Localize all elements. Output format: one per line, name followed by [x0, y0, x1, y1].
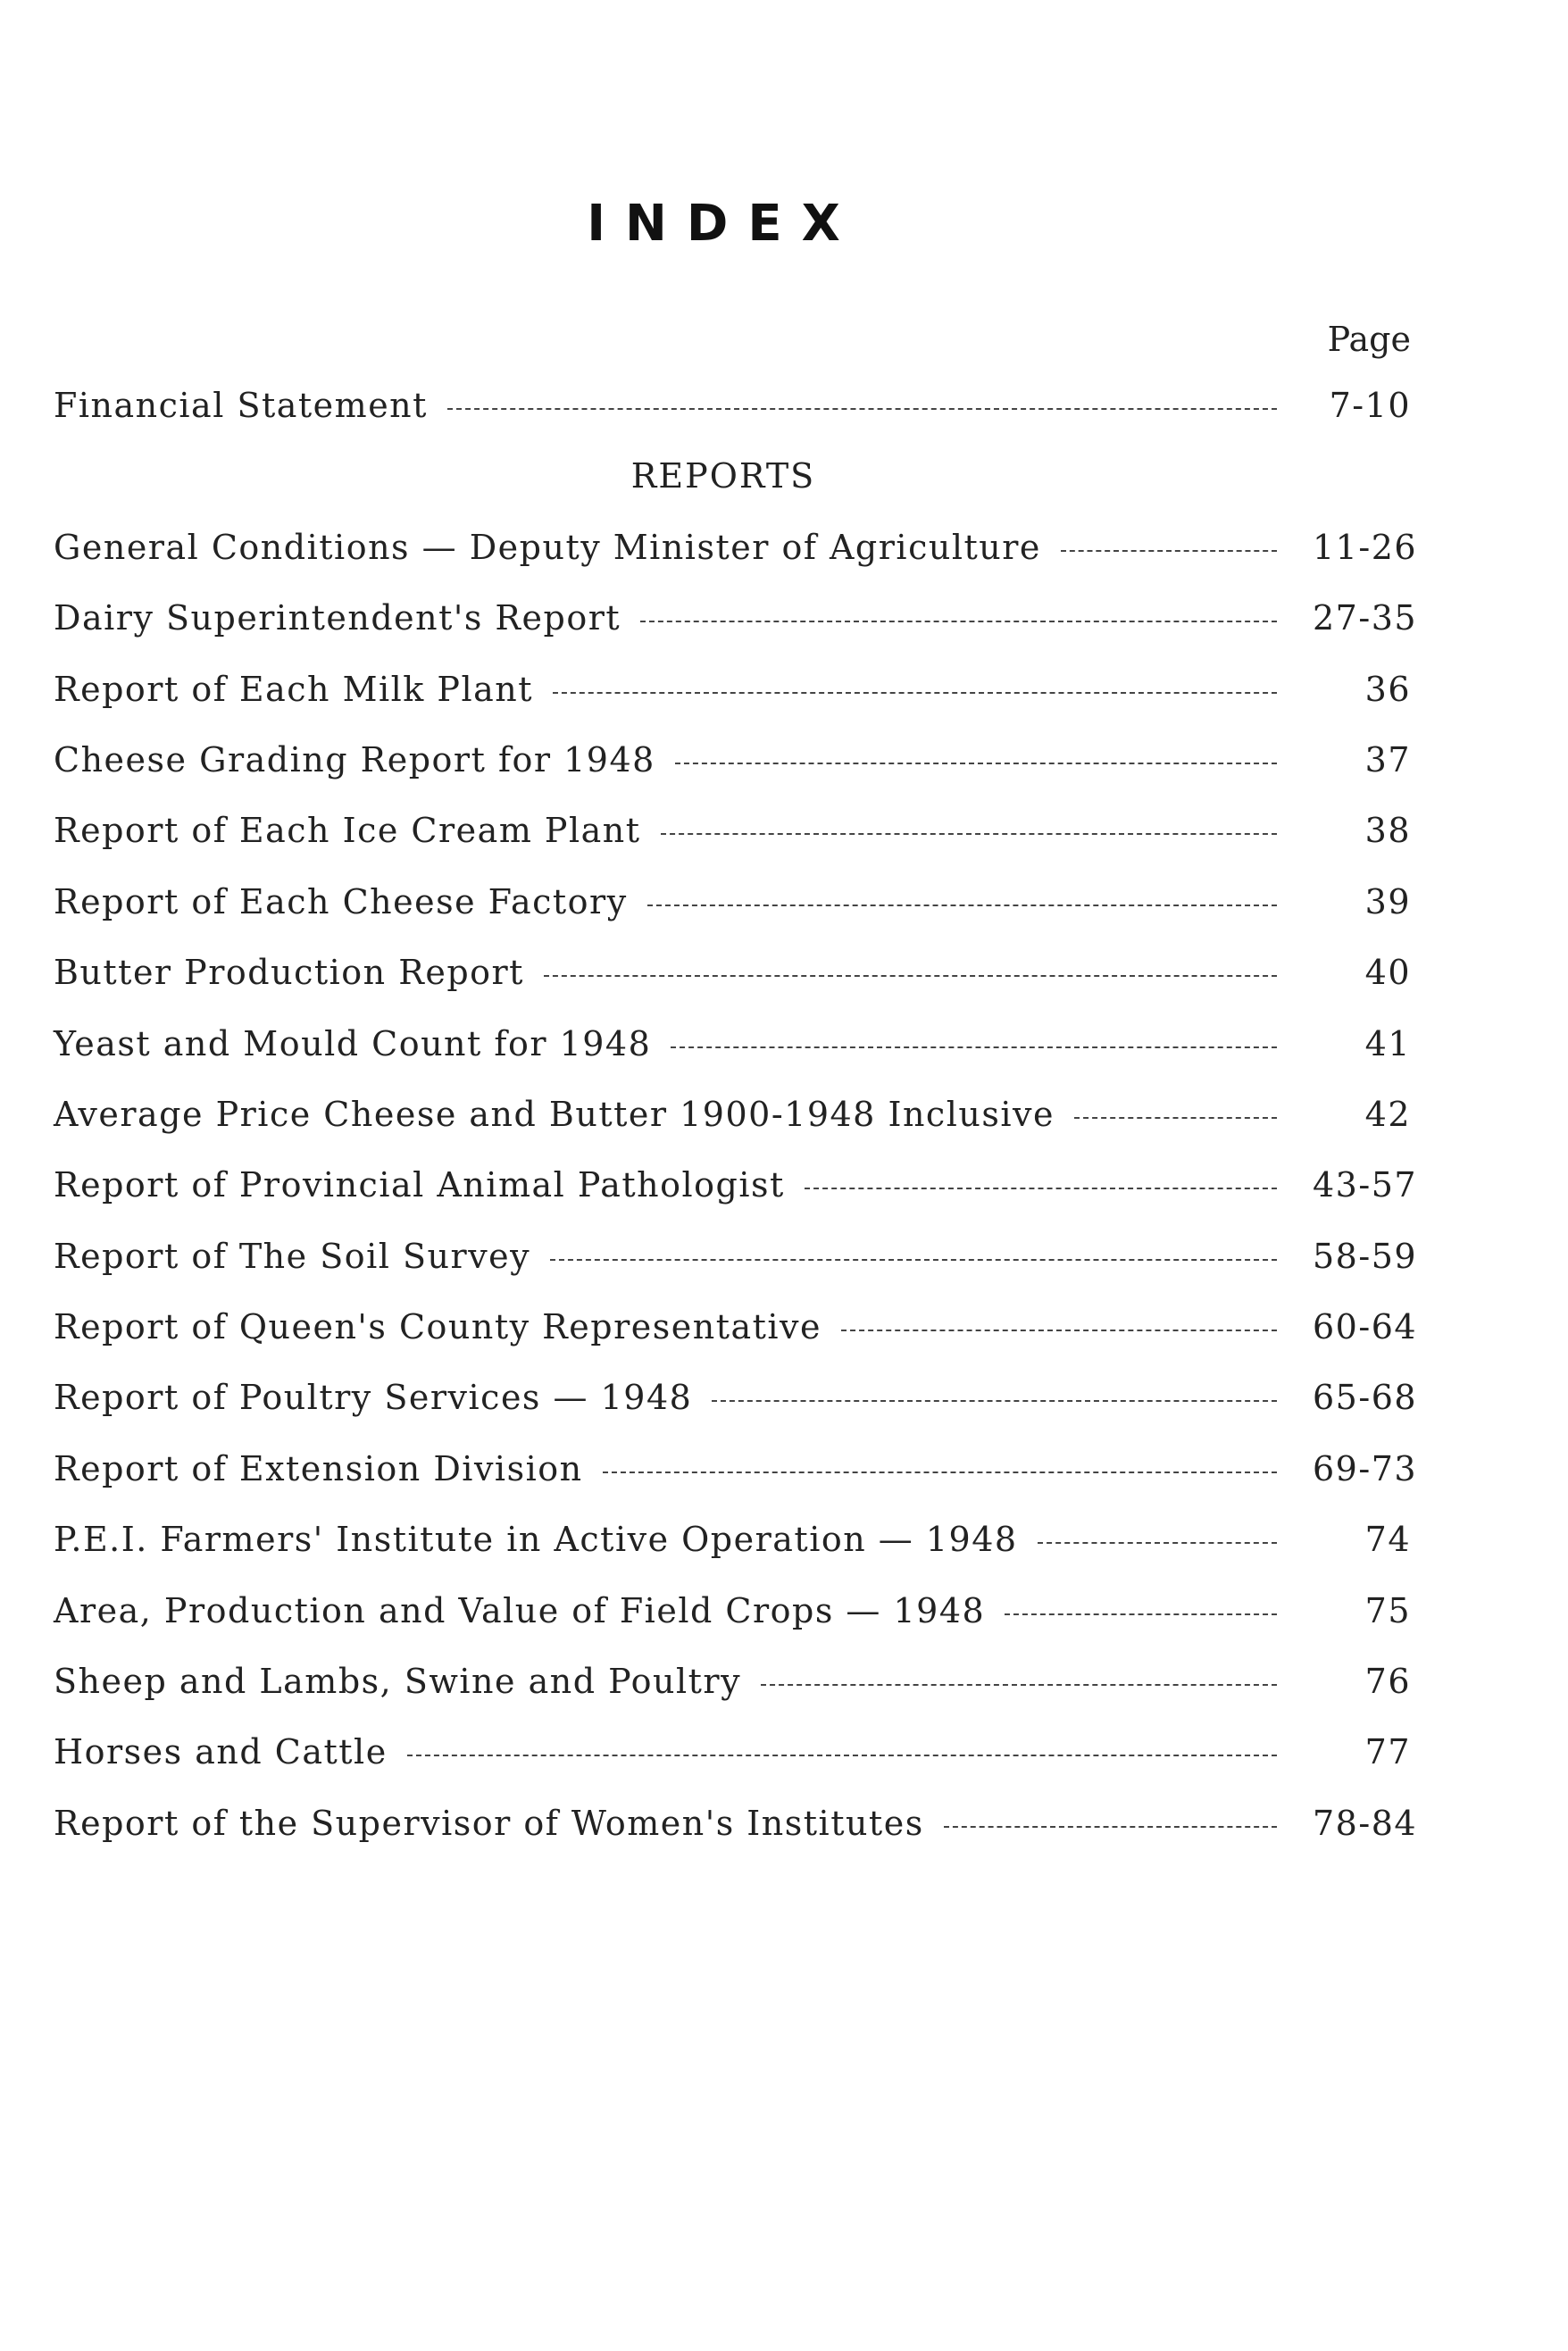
toc-entry[interactable] [54, 1307, 1418, 1378]
toc-entry-page: 36 [1364, 669, 1411, 709]
toc-entry[interactable] [54, 811, 1411, 881]
dot-leader [805, 1188, 1277, 1189]
toc-entry-title: Butter Production Report [54, 953, 524, 993]
dot-leader [407, 1755, 1277, 1756]
toc-entry-title: Area, Production and Value of Field Crops — 1948 [54, 1590, 986, 1630]
toc-entry-page: 74 [1364, 1520, 1411, 1560]
toc-entry[interactable] [54, 882, 1411, 953]
toc-entry-page: 11-26 [1313, 527, 1418, 567]
dot-leader [944, 1826, 1277, 1828]
toc-entry-title: P.E.I. Farmers' Institute in Active Operation — 1948 [54, 1520, 1018, 1560]
toc-entry-title: Report of Each Milk Plant [54, 669, 534, 709]
toc-entry-page: 58-59 [1313, 1236, 1418, 1276]
toc-entry-title: Report of Each Ice Cream Plant [54, 811, 641, 851]
toc-entry-page: 75 [1364, 1590, 1411, 1630]
toc-entry[interactable] [54, 1024, 1411, 1095]
toc-entry[interactable] [54, 740, 1411, 811]
toc-entry-title: Report of Poultry Services — 1948 [54, 1378, 693, 1418]
toc-entry-page: 43-57 [1313, 1165, 1418, 1205]
toc-entry-title: Report of the Supervisor of Women's Institutes [54, 1803, 924, 1843]
toc-entry[interactable] [54, 386, 1411, 456]
toc-entry[interactable] [54, 1520, 1411, 1590]
toc-entry[interactable] [54, 1236, 1418, 1307]
dot-leader [761, 1684, 1277, 1686]
toc-entries-list [54, 527, 1418, 1874]
toc-entry[interactable] [54, 1803, 1418, 1874]
toc-entry-title: Sheep and Lambs, Swine and Poultry [54, 1662, 742, 1702]
dot-leader [671, 1046, 1277, 1048]
dot-leader [661, 833, 1277, 835]
toc-entry[interactable] [54, 670, 1411, 740]
dot-leader [603, 1471, 1277, 1473]
toc-entry-title: Cheese Grading Report for 1948 [54, 739, 655, 779]
dot-leader [550, 1259, 1277, 1261]
toc-entry[interactable] [54, 1662, 1411, 1732]
toc-entry[interactable] [54, 527, 1418, 598]
toc-entry-page: 65-68 [1313, 1378, 1418, 1418]
toc-entry-page: 60-64 [1313, 1307, 1418, 1347]
toc-entry[interactable] [54, 1095, 1411, 1165]
toc-entry-title: Yeast and Mould Count for 1948 [54, 1023, 652, 1063]
toc-entry-page: 76 [1364, 1662, 1411, 1702]
toc-entry-page: 69-73 [1313, 1448, 1418, 1488]
toc-entry-page: 42 [1364, 1094, 1411, 1134]
toc-entry[interactable] [54, 1378, 1418, 1448]
toc-entry-page: 78-84 [1313, 1803, 1418, 1843]
toc-entry[interactable] [54, 953, 1411, 1023]
toc-entry-title: Report of Each Cheese Factory [54, 881, 628, 921]
dot-leader [1061, 550, 1277, 552]
toc-entry-title: Report of Queen's County Representative [54, 1307, 822, 1347]
toc-entry-title: Financial Statement [54, 386, 428, 425]
toc-entry-page: 38 [1364, 811, 1411, 851]
toc-entry[interactable] [54, 598, 1418, 669]
dot-leader [675, 763, 1277, 764]
table-of-contents [54, 386, 1418, 1874]
toc-entry-title: Average Price Cheese and Butter 1900-1948 Inclusive [54, 1094, 1055, 1134]
dot-leader [1005, 1613, 1277, 1615]
toc-entry-page: 39 [1364, 881, 1411, 921]
toc-entry[interactable] [54, 1591, 1411, 1662]
toc-entry-title: Report of Provincial Animal Pathologist [54, 1165, 785, 1205]
toc-entry-title: Report of Extension Division [54, 1448, 583, 1488]
toc-entry-page: 7-10 [1329, 386, 1411, 425]
page-title: INDEX [587, 195, 860, 253]
dot-leader [647, 905, 1277, 906]
toc-entry-title: General Conditions — Deputy Minister of Agriculture [54, 527, 1041, 567]
toc-entry-page: 37 [1364, 739, 1411, 779]
dot-leader [640, 621, 1277, 622]
dot-leader [447, 408, 1277, 410]
page-column-header: Page [1327, 320, 1411, 359]
toc-entry[interactable] [54, 1732, 1411, 1803]
dot-leader [553, 692, 1277, 694]
toc-entry-page: 27-35 [1313, 598, 1418, 638]
dot-leader [712, 1400, 1277, 1402]
toc-entry-title: Horses and Cattle [54, 1732, 388, 1772]
toc-entry-page: 41 [1364, 1023, 1411, 1063]
toc-entry[interactable] [54, 1165, 1418, 1236]
toc-entry-page: 77 [1364, 1732, 1411, 1772]
dot-leader [1038, 1542, 1277, 1544]
dot-leader [1074, 1117, 1277, 1119]
toc-entry[interactable] [54, 1448, 1418, 1520]
toc-entry-page: 40 [1364, 953, 1411, 993]
dot-leader [544, 975, 1277, 977]
toc-entry-title: Report of The Soil Survey [54, 1236, 531, 1276]
section-heading-reports: REPORTS [630, 456, 816, 496]
toc-entry-title: Dairy Superintendent's Report [54, 598, 621, 638]
dot-leader [841, 1330, 1277, 1331]
